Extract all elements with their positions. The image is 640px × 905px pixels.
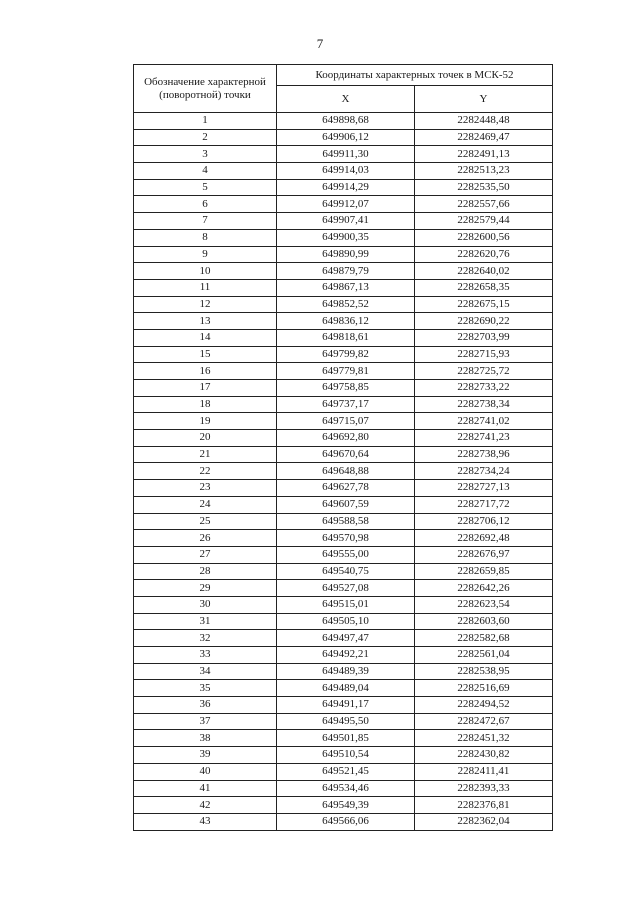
- point-number-cell: 26: [134, 530, 277, 547]
- y-coordinate-cell: 2282557,66: [415, 196, 553, 213]
- y-coordinate-cell: 2282494,52: [415, 697, 553, 714]
- table-row: [134, 279, 553, 296]
- y-coordinate-cell: 2282690,22: [415, 313, 553, 330]
- table-row: [134, 179, 553, 196]
- table-row: [134, 530, 553, 547]
- point-number-cell: 19: [134, 413, 277, 430]
- table-row: [134, 480, 553, 497]
- table-row: [134, 430, 553, 447]
- x-coordinate-cell: 649715,07: [277, 413, 415, 430]
- y-coordinate-cell: 2282600,56: [415, 229, 553, 246]
- y-coordinate-cell: 2282623,54: [415, 596, 553, 613]
- table-row: [134, 780, 553, 797]
- table-row: [134, 613, 553, 630]
- table-row: [134, 797, 553, 814]
- y-coordinate-cell: 2282561,04: [415, 647, 553, 664]
- y-coordinate-cell: 2282451,32: [415, 730, 553, 747]
- x-coordinate-cell: 649497,47: [277, 630, 415, 647]
- x-coordinate-cell: 649867,13: [277, 279, 415, 296]
- point-number-cell: 2: [134, 129, 277, 146]
- x-coordinate-cell: 649510,54: [277, 747, 415, 764]
- x-coordinate-cell: 649489,04: [277, 680, 415, 697]
- table-row: [134, 163, 553, 180]
- point-number-cell: 41: [134, 780, 277, 797]
- y-coordinate-cell: 2282676,97: [415, 546, 553, 563]
- x-coordinate-cell: 649527,08: [277, 580, 415, 597]
- point-number-cell: 17: [134, 380, 277, 397]
- x-coordinate-cell: 649890,99: [277, 246, 415, 263]
- table-row: [134, 413, 553, 430]
- point-number-cell: 20: [134, 430, 277, 447]
- x-coordinate-cell: 649540,75: [277, 563, 415, 580]
- y-coordinate-cell: 2282603,60: [415, 613, 553, 630]
- x-coordinate-cell: 649570,98: [277, 530, 415, 547]
- table-row: [134, 463, 553, 480]
- x-coordinate-cell: 649515,01: [277, 596, 415, 613]
- table-row: [134, 747, 553, 764]
- point-number-cell: 9: [134, 246, 277, 263]
- x-coordinate-cell: 649758,85: [277, 380, 415, 397]
- y-coordinate-cell: 2282469,47: [415, 129, 553, 146]
- y-coordinate-cell: 2282741,23: [415, 430, 553, 447]
- page-number: 7: [316, 36, 324, 51]
- table-row: [134, 346, 553, 363]
- x-coordinate-cell: 649627,78: [277, 480, 415, 497]
- y-coordinate-cell: 2282393,33: [415, 780, 553, 797]
- table-row: [134, 763, 553, 780]
- point-number-cell: 10: [134, 263, 277, 280]
- x-coordinate-cell: 649607,59: [277, 496, 415, 513]
- y-coordinate-cell: 2282430,82: [415, 747, 553, 764]
- point-number-cell: 38: [134, 730, 277, 747]
- x-coordinate-cell: 649818,61: [277, 329, 415, 346]
- point-label-header: Обозначение характерной (поворотной) точки: [134, 65, 277, 113]
- point-number-cell: 7: [134, 213, 277, 230]
- point-number-cell: 30: [134, 596, 277, 613]
- y-coordinate-cell: 2282733,22: [415, 380, 553, 397]
- point-number-cell: 8: [134, 229, 277, 246]
- table-row: [134, 229, 553, 246]
- x-coordinate-cell: 649879,79: [277, 263, 415, 280]
- y-coordinate-cell: 2282411,41: [415, 763, 553, 780]
- y-coordinate-cell: 2282491,13: [415, 146, 553, 163]
- point-number-cell: 37: [134, 713, 277, 730]
- point-number-cell: 33: [134, 647, 277, 664]
- y-coordinate-cell: 2282658,35: [415, 279, 553, 296]
- table-row: [134, 263, 553, 280]
- x-coordinate-cell: 649692,80: [277, 430, 415, 447]
- y-coordinate-cell: 2282538,95: [415, 663, 553, 680]
- table-row: [134, 663, 553, 680]
- point-number-cell: 1: [134, 113, 277, 130]
- table-row: [134, 446, 553, 463]
- y-coordinate-cell: 2282738,34: [415, 396, 553, 413]
- y-coordinate-cell: 2282703,99: [415, 329, 553, 346]
- table-row: [134, 296, 553, 313]
- y-coordinate-cell: 2282472,67: [415, 713, 553, 730]
- x-coordinate-cell: 649914,29: [277, 179, 415, 196]
- y-coordinate-cell: 2282620,76: [415, 246, 553, 263]
- point-number-cell: 14: [134, 329, 277, 346]
- point-number-cell: 21: [134, 446, 277, 463]
- x-coordinate-cell: 649489,39: [277, 663, 415, 680]
- table-row: [134, 396, 553, 413]
- x-coordinate-cell: 649898,68: [277, 113, 415, 130]
- x-coordinate-cell: 649737,17: [277, 396, 415, 413]
- table-row: [134, 546, 553, 563]
- point-number-cell: 4: [134, 163, 277, 180]
- x-coordinate-cell: 649907,41: [277, 213, 415, 230]
- table-row: [134, 713, 553, 730]
- point-number-cell: 40: [134, 763, 277, 780]
- point-number-cell: 5: [134, 179, 277, 196]
- point-number-cell: 16: [134, 363, 277, 380]
- table-row: [134, 813, 553, 830]
- point-number-cell: 15: [134, 346, 277, 363]
- y-coordinate-cell: 2282582,68: [415, 630, 553, 647]
- y-coordinate-cell: 2282725,72: [415, 363, 553, 380]
- x-coordinate-cell: 649505,10: [277, 613, 415, 630]
- point-number-cell: 3: [134, 146, 277, 163]
- table-row: [134, 513, 553, 530]
- table-row: [134, 380, 553, 397]
- point-number-cell: 36: [134, 697, 277, 714]
- y-coordinate-cell: 2282579,44: [415, 213, 553, 230]
- x-coordinate-cell: 649799,82: [277, 346, 415, 363]
- x-coordinate-cell: 649492,21: [277, 647, 415, 664]
- y-coordinate-cell: 2282362,04: [415, 813, 553, 830]
- x-coordinate-cell: 649534,46: [277, 780, 415, 797]
- table-row: [134, 213, 553, 230]
- table-row: [134, 730, 553, 747]
- point-number-cell: 11: [134, 279, 277, 296]
- y-coordinate-cell: 2282715,93: [415, 346, 553, 363]
- table-row: [134, 580, 553, 597]
- point-number-cell: 12: [134, 296, 277, 313]
- point-number-cell: 31: [134, 613, 277, 630]
- table-row: [134, 697, 553, 714]
- table-row: [134, 313, 553, 330]
- table-row: [134, 129, 553, 146]
- x-coordinate-cell: 649491,17: [277, 697, 415, 714]
- table-row: [134, 363, 553, 380]
- table-row: [134, 246, 553, 263]
- x-column-header: X: [277, 86, 415, 113]
- x-coordinate-cell: 649900,35: [277, 229, 415, 246]
- table-row: [134, 596, 553, 613]
- y-coordinate-cell: 2282675,15: [415, 296, 553, 313]
- y-coordinate-cell: 2282692,48: [415, 530, 553, 547]
- y-coordinate-cell: 2282738,96: [415, 446, 553, 463]
- x-coordinate-cell: 649549,39: [277, 797, 415, 814]
- y-coordinate-cell: 2282727,13: [415, 480, 553, 497]
- coordinates-group-header: Координаты характерных точек в МСК-52: [277, 65, 553, 86]
- y-coordinate-cell: 2282741,02: [415, 413, 553, 430]
- table-row: [134, 196, 553, 213]
- table-row: [134, 329, 553, 346]
- x-coordinate-cell: 649906,12: [277, 129, 415, 146]
- point-number-cell: 34: [134, 663, 277, 680]
- point-number-cell: 28: [134, 563, 277, 580]
- table-row: [134, 563, 553, 580]
- x-coordinate-cell: 649836,12: [277, 313, 415, 330]
- point-number-cell: 43: [134, 813, 277, 830]
- point-number-cell: 35: [134, 680, 277, 697]
- point-number-cell: 6: [134, 196, 277, 213]
- point-number-cell: 18: [134, 396, 277, 413]
- x-coordinate-cell: 649521,45: [277, 763, 415, 780]
- y-coordinate-cell: 2282734,24: [415, 463, 553, 480]
- y-coordinate-cell: 2282513,23: [415, 163, 553, 180]
- y-coordinate-cell: 2282706,12: [415, 513, 553, 530]
- point-number-cell: 32: [134, 630, 277, 647]
- table-body: [134, 113, 553, 831]
- y-coordinate-cell: 2282659,85: [415, 563, 553, 580]
- x-coordinate-cell: 649670,64: [277, 446, 415, 463]
- x-coordinate-cell: 649588,58: [277, 513, 415, 530]
- table-header: [134, 65, 553, 113]
- coordinates-table: [133, 64, 553, 831]
- x-coordinate-cell: 649495,50: [277, 713, 415, 730]
- point-number-cell: 42: [134, 797, 277, 814]
- y-coordinate-cell: 2282535,50: [415, 179, 553, 196]
- table-row: [134, 647, 553, 664]
- point-number-cell: 23: [134, 480, 277, 497]
- x-coordinate-cell: 649648,88: [277, 463, 415, 480]
- table-row: [134, 630, 553, 647]
- x-coordinate-cell: 649501,85: [277, 730, 415, 747]
- point-number-cell: 22: [134, 463, 277, 480]
- point-number-cell: 29: [134, 580, 277, 597]
- y-coordinate-cell: 2282516,69: [415, 680, 553, 697]
- x-coordinate-cell: 649779,81: [277, 363, 415, 380]
- table-row: [134, 113, 553, 130]
- y-coordinate-cell: 2282448,48: [415, 113, 553, 130]
- table-row: [134, 146, 553, 163]
- y-coordinate-cell: 2282717,72: [415, 496, 553, 513]
- point-number-cell: 39: [134, 747, 277, 764]
- x-coordinate-cell: 649914,03: [277, 163, 415, 180]
- point-number-cell: 27: [134, 546, 277, 563]
- x-coordinate-cell: 649911,30: [277, 146, 415, 163]
- y-coordinate-cell: 2282376,81: [415, 797, 553, 814]
- point-number-cell: 25: [134, 513, 277, 530]
- x-coordinate-cell: 649852,52: [277, 296, 415, 313]
- x-coordinate-cell: 649555,00: [277, 546, 415, 563]
- y-coordinate-cell: 2282640,02: [415, 263, 553, 280]
- table-row: [134, 496, 553, 513]
- x-coordinate-cell: 649566,06: [277, 813, 415, 830]
- x-coordinate-cell: 649912,07: [277, 196, 415, 213]
- point-number-cell: 24: [134, 496, 277, 513]
- y-coordinate-cell: 2282642,26: [415, 580, 553, 597]
- point-number-cell: 13: [134, 313, 277, 330]
- y-column-header: Y: [415, 86, 553, 113]
- table-row: [134, 680, 553, 697]
